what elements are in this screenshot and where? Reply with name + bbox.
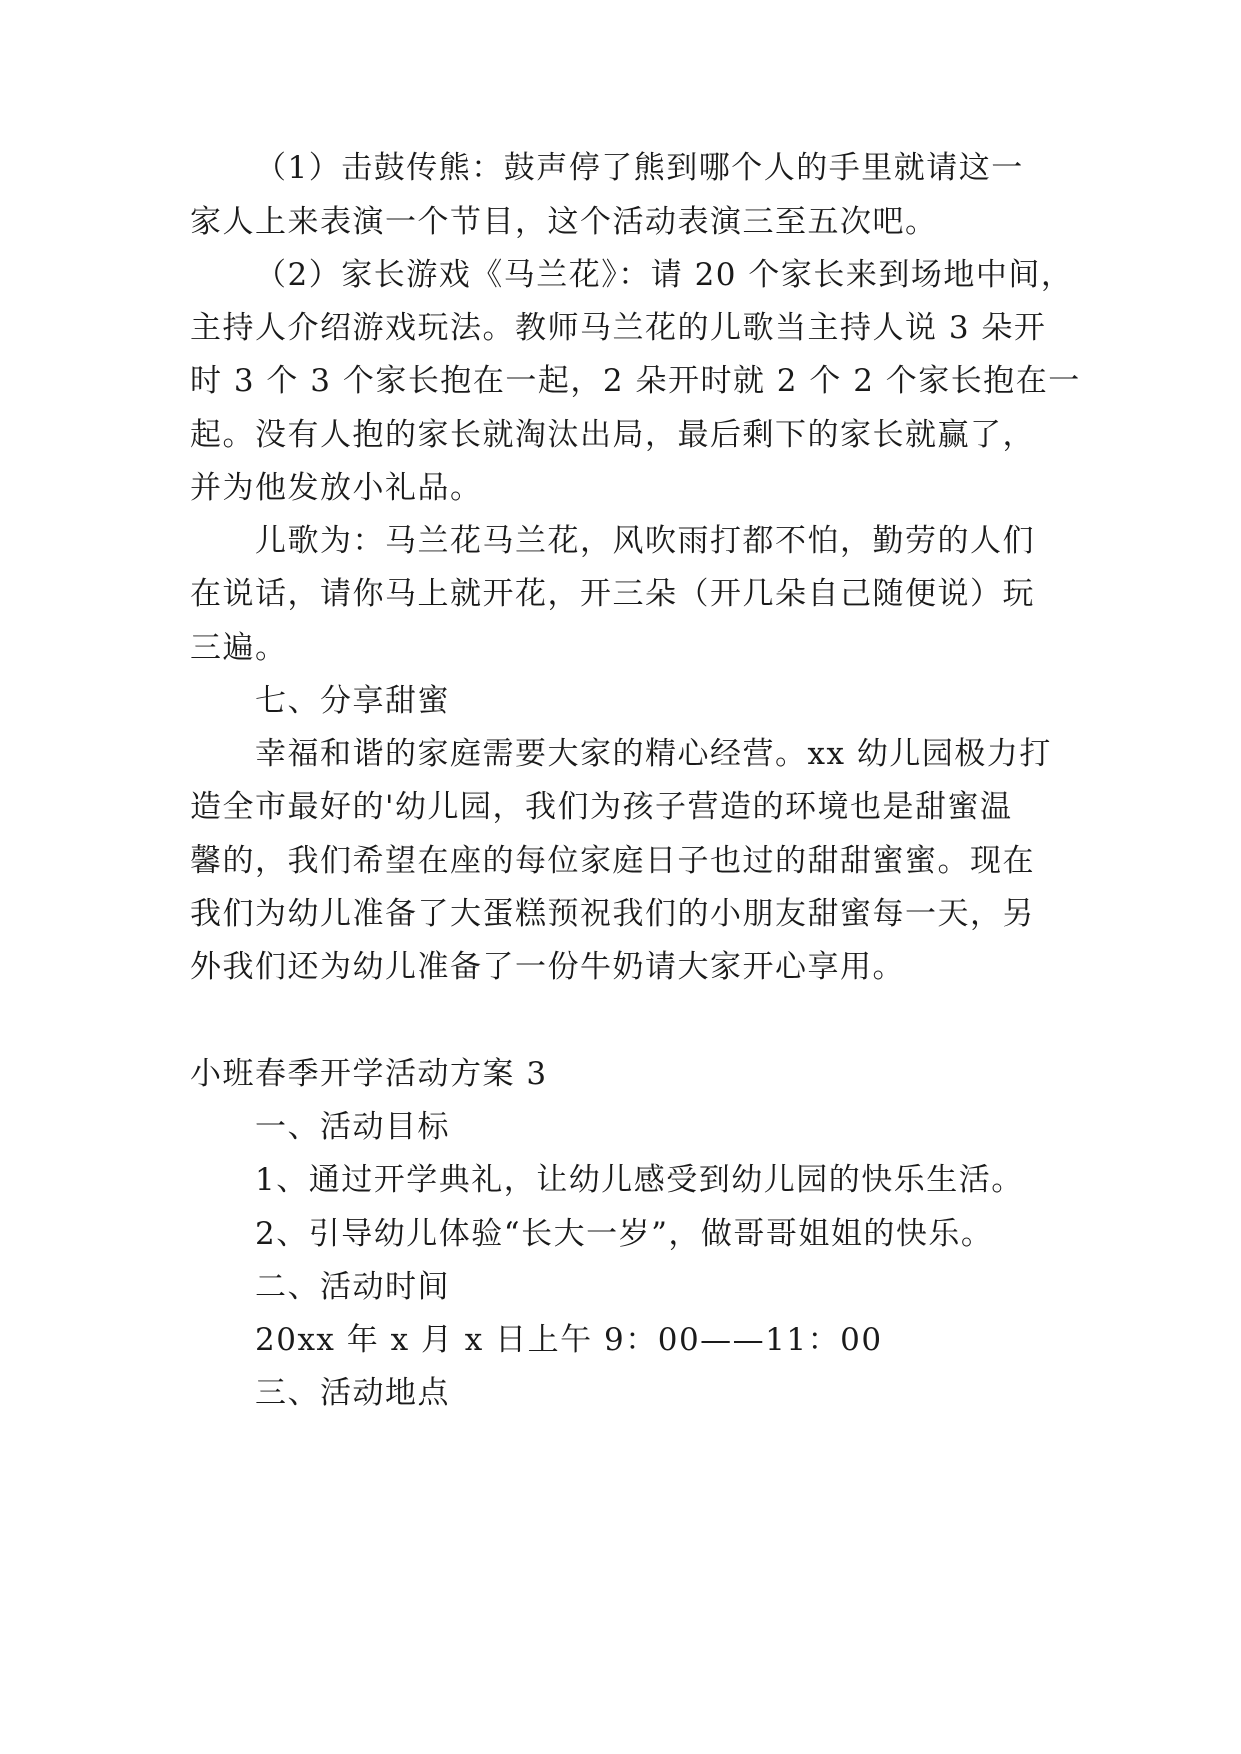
paragraph-line: 儿歌为：马兰花马兰花，风吹雨打都不怕，勤劳的人们 (255, 523, 1035, 559)
document-title: 小班春季开学活动方案 3 (190, 1056, 548, 1092)
paragraph-line: 馨的，我们希望在座的每位家庭日子也过的甜甜蜜蜜。现在 (190, 843, 1035, 879)
list-item: 1、通过开学典礼，让幼儿感受到幼儿园的快乐生活。 (255, 1162, 1024, 1198)
paragraph-line: 造全市最好的'幼儿园，我们为孩子营造的环境也是甜蜜温 (190, 789, 1013, 825)
paragraph-line: （1）击鼓传熊：鼓声停了熊到哪个人的手里就请这一 (255, 150, 1024, 186)
paragraph-line: 幸福和谐的家庭需要大家的精心经营。xx 幼儿园极力打 (255, 736, 1052, 772)
paragraph-line: 时 3 个 3 个家长抱在一起，2 朵开时就 2 个 2 个家长抱在一 (190, 363, 1081, 399)
paragraph-line: 起。没有人抱的家长就淘汰出局，最后剩下的家长就赢了， (190, 417, 1035, 453)
paragraph-line: 外我们还为幼儿准备了一份牛奶请大家开心享用。 (190, 949, 905, 985)
paragraph-line: 家人上来表演一个节目，这个活动表演三至五次吧。 (190, 204, 938, 240)
section-heading: 三、活动地点 (255, 1375, 450, 1411)
section-heading: 二、活动时间 (255, 1269, 450, 1305)
paragraph-line: 三遍。 (190, 630, 288, 666)
paragraph-line: （2）家长游戏《马兰花》：请 20 个家长来到场地中间， (255, 257, 1074, 293)
section-heading: 七、分享甜蜜 (255, 683, 450, 719)
paragraph-line: 我们为幼儿准备了大蛋糕预祝我们的小朋友甜蜜每一天，另 (190, 896, 1035, 932)
paragraph-line: 并为他发放小礼品。 (190, 470, 483, 506)
paragraph-line: 20xx 年 x 月 x 日上午 9：00——11：00 (255, 1322, 883, 1358)
list-item: 2、引导幼儿体验“长大一岁”，做哥哥姐姐的快乐。 (255, 1216, 994, 1252)
section-heading: 一、活动目标 (255, 1109, 450, 1145)
paragraph-line: 在说话，请你马上就开花，开三朵（开几朵自己随便说）玩 (190, 576, 1035, 612)
paragraph-line: 主持人介绍游戏玩法。教师马兰花的儿歌当主持人说 3 朵开 (190, 310, 1047, 346)
